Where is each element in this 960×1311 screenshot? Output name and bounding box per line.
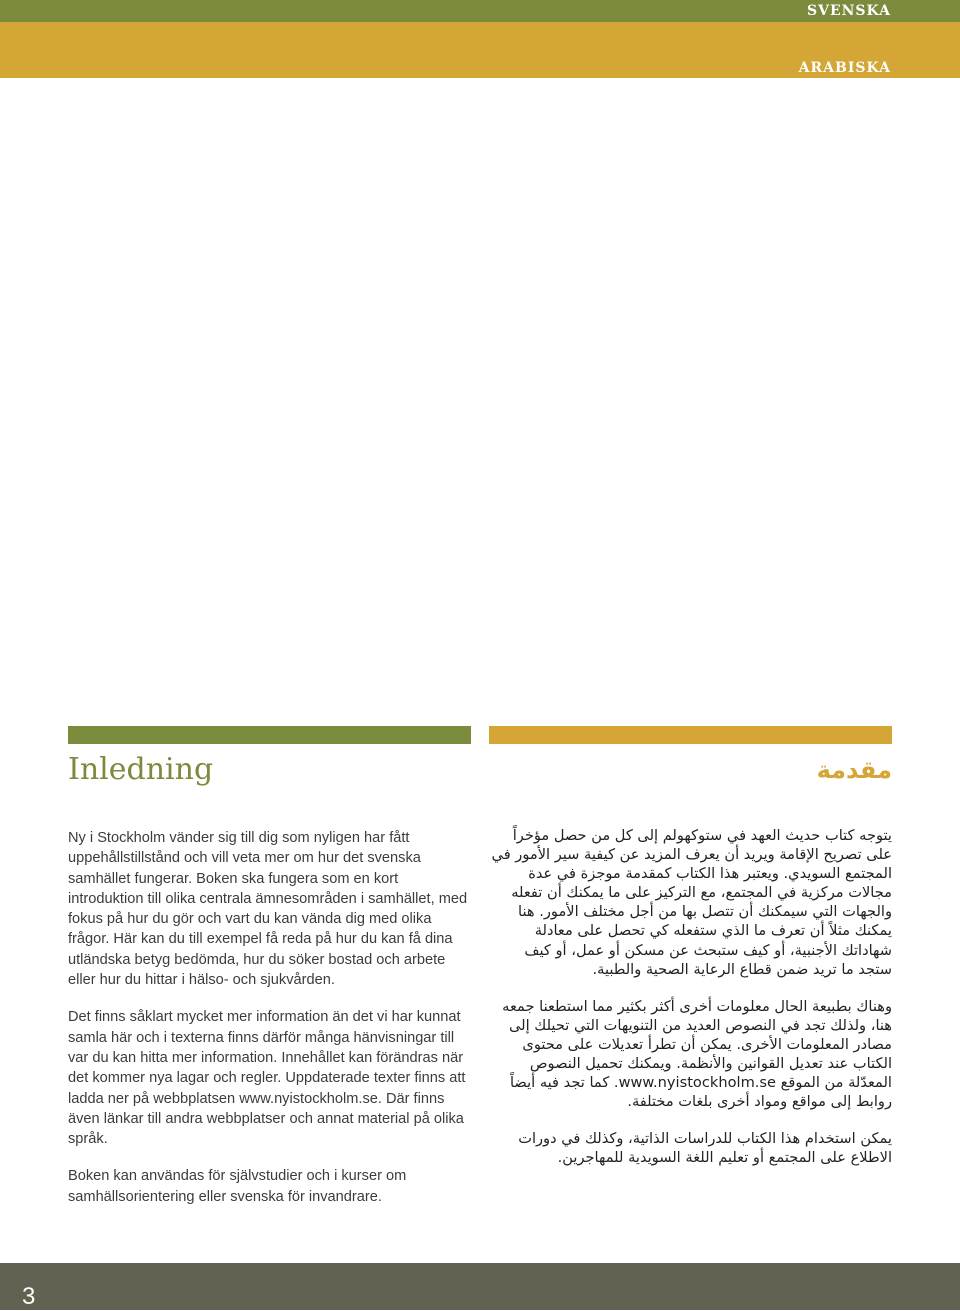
swedish-paragraph: Ny i Stockholm vänder sig till dig som nyligen har fått uppehållstillstånd och vill veta mer om hur det svenska samhället fungerar. Boken ska fungera som en kort introduktion till olika centrala ämnesområden i samhället, med fokus på hur du gör och vart du kan vända dig med olika frågor. Här kan du till exempel få reda på hur du kan få dina utländska betyg bedömda, hur du söker bostad och arbete eller hur du hittar i hälso- och sjukvården.	[68, 830, 468, 989]
arabic-paragraph: وهناك بطبيعة الحال معلومات أخرى أكثر بكثير مما استطعنا جمعه هنا، ولذلك تجد في النصوص العديد من التنويهات التي تحيلك إلى مصادر المعلومات الأخرى. يمكن أن تطرأ تعديلات على محتوى الكتاب عند تعديل القوانين والأنظمة. ويمكنك تحميل النصوص المعدّلة من الموقع www.nyistockholm.se. كما تجد فيه أيضاً روابط إلى مواقع ومواد أخرى بلغات مختلفة.	[502, 997, 892, 1111]
swedish-paragraph: Boken kan användas för självstudier och i kurser om samhällsorientering eller svenska för invandrare.	[68, 1168, 407, 1205]
arabic-heading: مقدمة	[816, 756, 892, 784]
footer-band	[0, 1263, 960, 1310]
language-label-arabic: ARABISKA	[798, 60, 891, 76]
swedish-heading-bar	[68, 726, 471, 744]
arabic-heading-bar	[489, 726, 892, 744]
swedish-column	[68, 828, 471, 1224]
swedish-paragraph: Det finns såklart mycket mer information än det vi har kunnat samla här och i texterna finns därför många hänvisningar till var du kan hitta mer information. Innehållet kan förändras när det kommer nya lagar och regler. Uppdaterade texter finns att ladda ner på webbplatsen www.nyistockholm.se. Där finns även länkar till andra webbplatser och annat material på olika språk.	[68, 1009, 466, 1148]
language-label-swedish: SVENSKA	[806, 3, 891, 19]
swedish-heading: Inledning	[68, 752, 214, 787]
arabic-paragraph: يمكن استخدام هذا الكتاب للدراسات الذاتية، وكذلك في دورات الاطلاع على المجتمع أو تعليم اللغة السويدية للمهاجرين.	[518, 1130, 892, 1167]
arabic-column	[489, 826, 892, 1186]
page-number: 3	[22, 1283, 36, 1310]
arabic-paragraph: يتوجه كتاب حديث العهد في ستوكهولم إلى كل من حصل مؤخراً على تصريح الإقامة ويريد أن يعرف المزيد عن كيفية سير الأمور في المجتمع السويدي. ويعتبر هذا الكتاب كمقدمة موجزة في عدة مجالات مركزية في المجتمع، مع التركيز على ما يمكنك أن تفعله والجهات التي سيمكنك أن تتصل بها من أجل مختلف الأمور. هنا يمكنك مثلاً أن تعرف ما الذي ستفعله كي تحصل على معادلة شهاداتك الأجنبية، أو كيف ستبحث عن مسكن أو عمل، أو كيف ستجد ما تريد ضمن قطاع الرعاية الصحية والطبية.	[491, 827, 892, 978]
